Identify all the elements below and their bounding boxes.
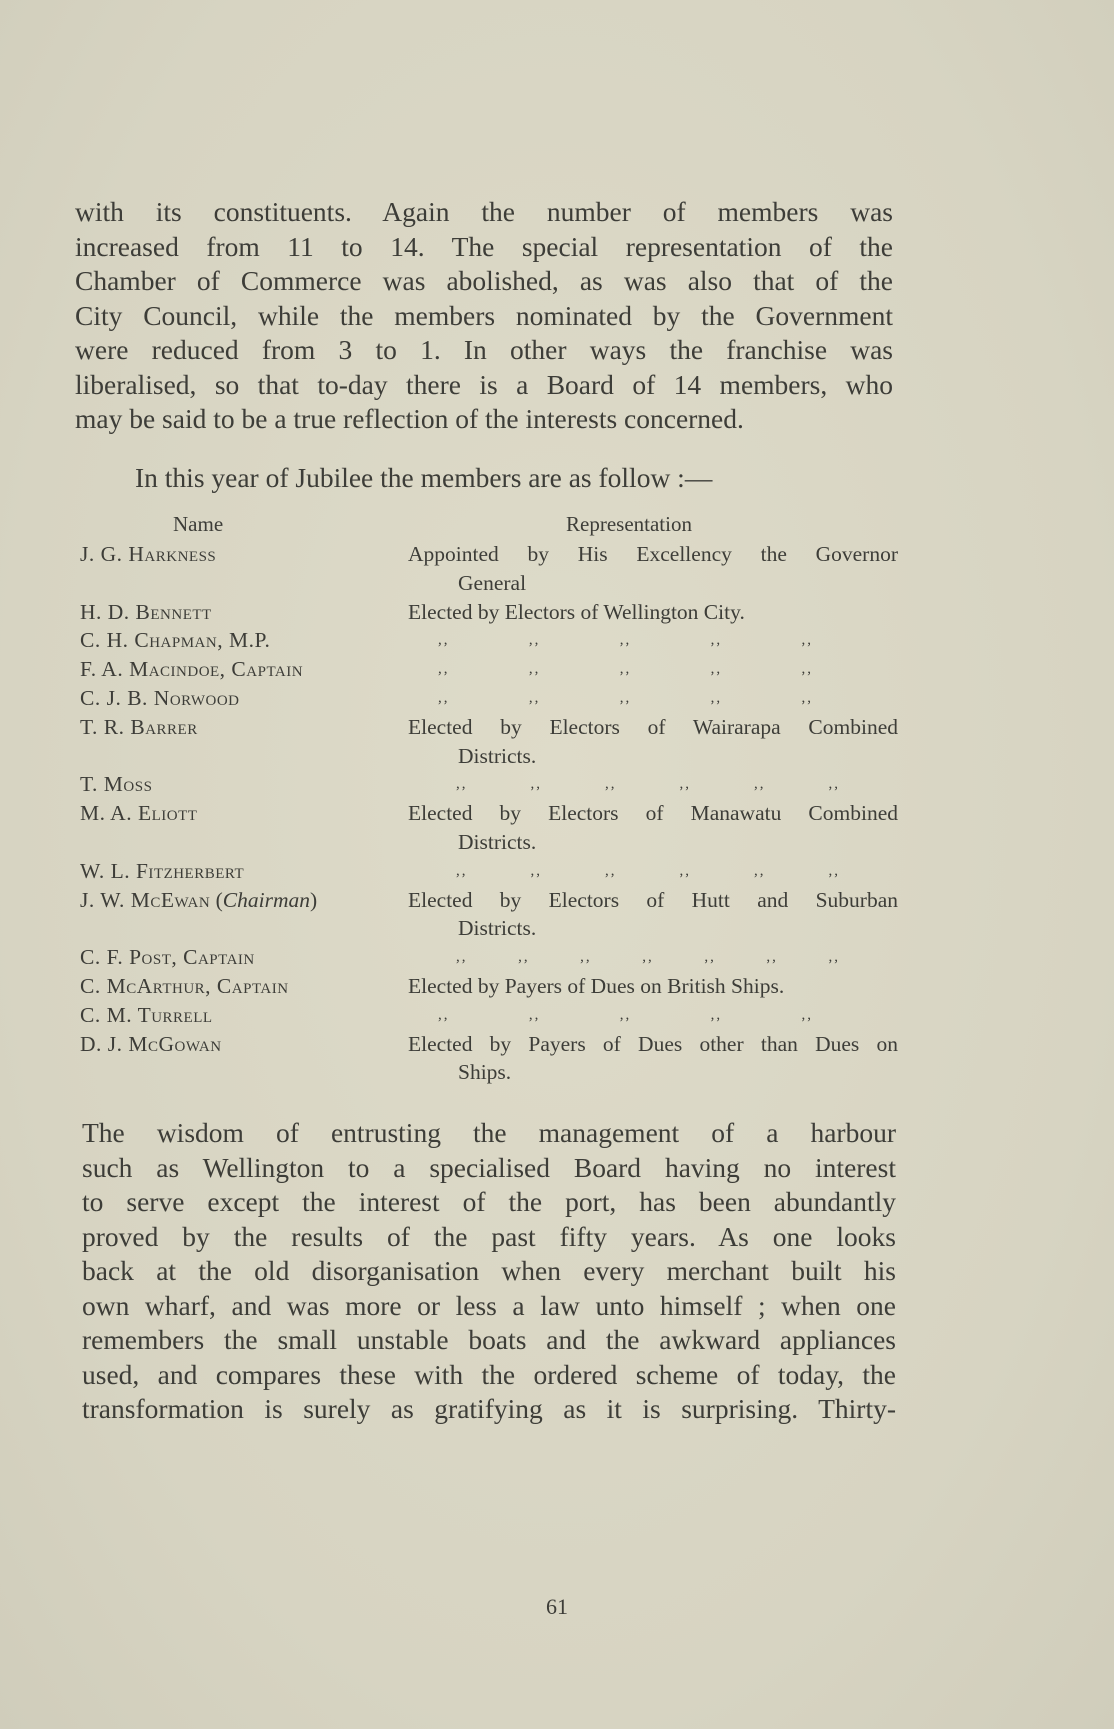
text-line: own wharf, and was more or less a law unto himself ; when one [82, 1289, 896, 1321]
ditto-marks [408, 770, 898, 799]
members-table [80, 512, 900, 1087]
member-name-text: C. M. Turrell [80, 1002, 213, 1027]
ditto-mark: ,, [438, 632, 450, 649]
ditto-mark: ,, [530, 862, 542, 879]
ditto-mark: ,, [438, 689, 450, 706]
table-row [80, 770, 900, 799]
member-name [80, 770, 400, 799]
member-name [80, 684, 400, 713]
member-representation [408, 972, 898, 1001]
ditto-mark: ,, [766, 949, 778, 966]
ditto-mark: ,, [605, 776, 617, 793]
member-name [80, 713, 400, 742]
ditto-mark: ,, [710, 1006, 723, 1023]
ditto-marks [408, 1001, 898, 1030]
table-row [80, 598, 900, 627]
text-line: liberalised, so that to-day there is a Board of 14 members, who [75, 368, 893, 400]
ditto-mark: ,, [801, 661, 813, 678]
member-representation [408, 684, 898, 713]
member-name-text: J. W. McEwan [80, 887, 211, 912]
ditto-mark: ,, [710, 689, 723, 706]
representation-text: Elected by Payers of Dues other than Dues on [408, 1031, 898, 1056]
text-line: were reduced from 3 to 1. In other ways the franchise was [75, 334, 893, 365]
member-representation [408, 857, 898, 886]
text-line: proved by the results of the past fifty years. As one looks [82, 1220, 896, 1252]
member-name-text: M. A. Eliott [80, 801, 198, 826]
header-name: Name [173, 512, 224, 536]
ditto-marks [408, 655, 898, 684]
member-name-text: J. G. Harkness [80, 542, 217, 566]
ditto-mark: ,, [642, 949, 654, 966]
table-row [80, 972, 900, 1001]
member-representation [408, 770, 898, 799]
table-row [80, 1001, 900, 1030]
table-row [80, 713, 900, 771]
representation-text: Elected by Electors of Manawatu Combined [408, 801, 898, 826]
text-line: such as Wellington to a specialised Board having no interest [82, 1151, 896, 1183]
member-name [80, 799, 400, 828]
representation-text: Elected by Electors of Wairarapa Combined [408, 714, 898, 739]
members-intro: In this year of Jubilee the members are as follow :— [135, 462, 713, 493]
text-line: The wisdom of entrusting the management of a harbour [82, 1117, 896, 1148]
text-line: back at the old disorganisation when every merchant built his [82, 1255, 896, 1286]
member-representation [408, 713, 898, 771]
table-row [80, 540, 900, 598]
representation-continuation: Districts. [458, 916, 537, 941]
table-row [80, 626, 900, 655]
ditto-mark: ,, [619, 689, 632, 706]
ditto-mark: ,, [679, 776, 691, 793]
member-representation [408, 626, 898, 655]
representation-text: Elected by Payers of Dues on British Ships. [408, 973, 785, 998]
ditto-mark: ,, [801, 689, 813, 706]
ditto-mark: ,, [710, 632, 723, 649]
member-name-text: C. J. B. Norwood [80, 685, 240, 710]
representation-text: Appointed by His Excellency the Governor [408, 542, 898, 566]
representation-text: Elected by Electors of Wellington City. [408, 599, 745, 624]
ditto-mark: ,, [438, 1006, 450, 1023]
ditto-mark: ,, [605, 862, 617, 879]
text-line: may be said to be a true reflection of the interests concerned. [75, 403, 744, 434]
member-name [80, 943, 400, 972]
member-name [80, 972, 400, 1001]
ditto-mark: ,, [456, 862, 468, 879]
table-row [80, 1030, 900, 1088]
text-line: with its constituents. Again the number of members was [75, 196, 893, 227]
member-name: J. W. McEwan (Chairman) [80, 887, 318, 912]
ditto-mark: ,, [438, 661, 450, 678]
table-row [80, 886, 900, 944]
ditto-mark: ,, [518, 949, 530, 966]
member-representation [408, 1001, 898, 1030]
ditto-marks [408, 626, 898, 655]
ditto-mark: ,, [619, 1006, 632, 1023]
member-name [80, 540, 400, 569]
ditto-mark: ,, [530, 776, 542, 793]
ditto-mark: ,, [710, 661, 723, 678]
member-name-text: W. L. Fitzherbert [80, 858, 245, 883]
table-row [80, 684, 900, 713]
member-name-text: T. R. Barrer [80, 714, 198, 739]
header-representation: Representation [566, 512, 692, 536]
ditto-mark: ,, [801, 632, 813, 649]
text-line: used, and compares these with the ordered scheme of today, the [82, 1358, 896, 1390]
representation-continuation: Districts. [458, 829, 537, 854]
text-line: transformation is surely as gratifying as it is surprising. Thirty- [82, 1393, 896, 1424]
table-header [80, 512, 900, 540]
member-name-text: D. J. McGowan [80, 1031, 222, 1056]
ditto-marks [408, 943, 898, 972]
ditto-mark: ,, [619, 632, 632, 649]
ditto-mark: ,, [456, 949, 468, 966]
representation-continuation: General [458, 570, 527, 595]
representation-continuation: Ships. [458, 1060, 512, 1085]
table-row [80, 943, 900, 972]
ditto-mark: ,, [801, 1006, 813, 1023]
member-representation [408, 540, 898, 598]
member-representation [408, 655, 898, 684]
member-representation [408, 799, 898, 857]
ditto-mark: ,, [828, 949, 840, 966]
text-line: Chamber of Commerce was abolished, as was also that of the [75, 265, 893, 296]
ditto-mark: ,, [704, 949, 716, 966]
table-row [80, 655, 900, 684]
ditto-mark: ,, [828, 862, 840, 879]
member-representation [408, 1030, 898, 1088]
table-body [80, 540, 900, 1087]
member-name [80, 655, 400, 684]
ditto-mark: ,, [679, 862, 691, 879]
member-name-text: H. D. Bennett [80, 599, 212, 624]
representation-continuation: Districts. [458, 743, 537, 768]
ditto-marks [408, 684, 898, 713]
ditto-mark: ,, [528, 1006, 541, 1023]
member-name [80, 857, 400, 886]
ditto-mark: ,, [580, 949, 592, 966]
member-name [80, 626, 400, 655]
table-row [80, 799, 900, 857]
ditto-mark: ,, [528, 689, 541, 706]
member-name-text: F. A. Macindoe, Captain [80, 657, 304, 682]
representation-text: Elected by Electors of Hutt and Suburban [408, 887, 898, 912]
ditto-mark: ,, [456, 776, 468, 793]
page-number: 61 [546, 1594, 568, 1619]
member-representation [408, 886, 898, 944]
member-name [80, 1030, 400, 1059]
ditto-mark: ,, [828, 776, 840, 793]
text-line: remembers the small unstable boats and the awkward appliances [82, 1324, 896, 1355]
member-name-text: C. H. Chapman, M.P. [80, 628, 271, 653]
member-name [80, 1001, 400, 1030]
text-line: to serve except the interest of the port, has been abundantly [82, 1186, 896, 1217]
member-representation [408, 598, 898, 627]
table-row [80, 857, 900, 886]
member-representation [408, 943, 898, 972]
member-name-text: T. Moss [80, 772, 153, 797]
member-role-note: Chairman [222, 887, 310, 912]
ditto-mark: ,, [528, 632, 541, 649]
member-name [80, 598, 400, 627]
ditto-mark: ,, [754, 776, 766, 793]
member-name-text: C. McArthur, Captain [80, 973, 289, 998]
ditto-mark: ,, [528, 661, 541, 678]
paragraph-bottom [82, 1116, 896, 1427]
ditto-mark: ,, [754, 862, 766, 879]
paragraph-top [75, 195, 893, 437]
ditto-mark: ,, [619, 661, 632, 678]
member-name-text: C. F. Post, Captain [80, 945, 255, 970]
text-line: City Council, while the members nominated by the Government [75, 299, 893, 331]
ditto-marks [408, 857, 898, 886]
text-line: increased from 11 to 14. The special representation of the [75, 230, 893, 262]
